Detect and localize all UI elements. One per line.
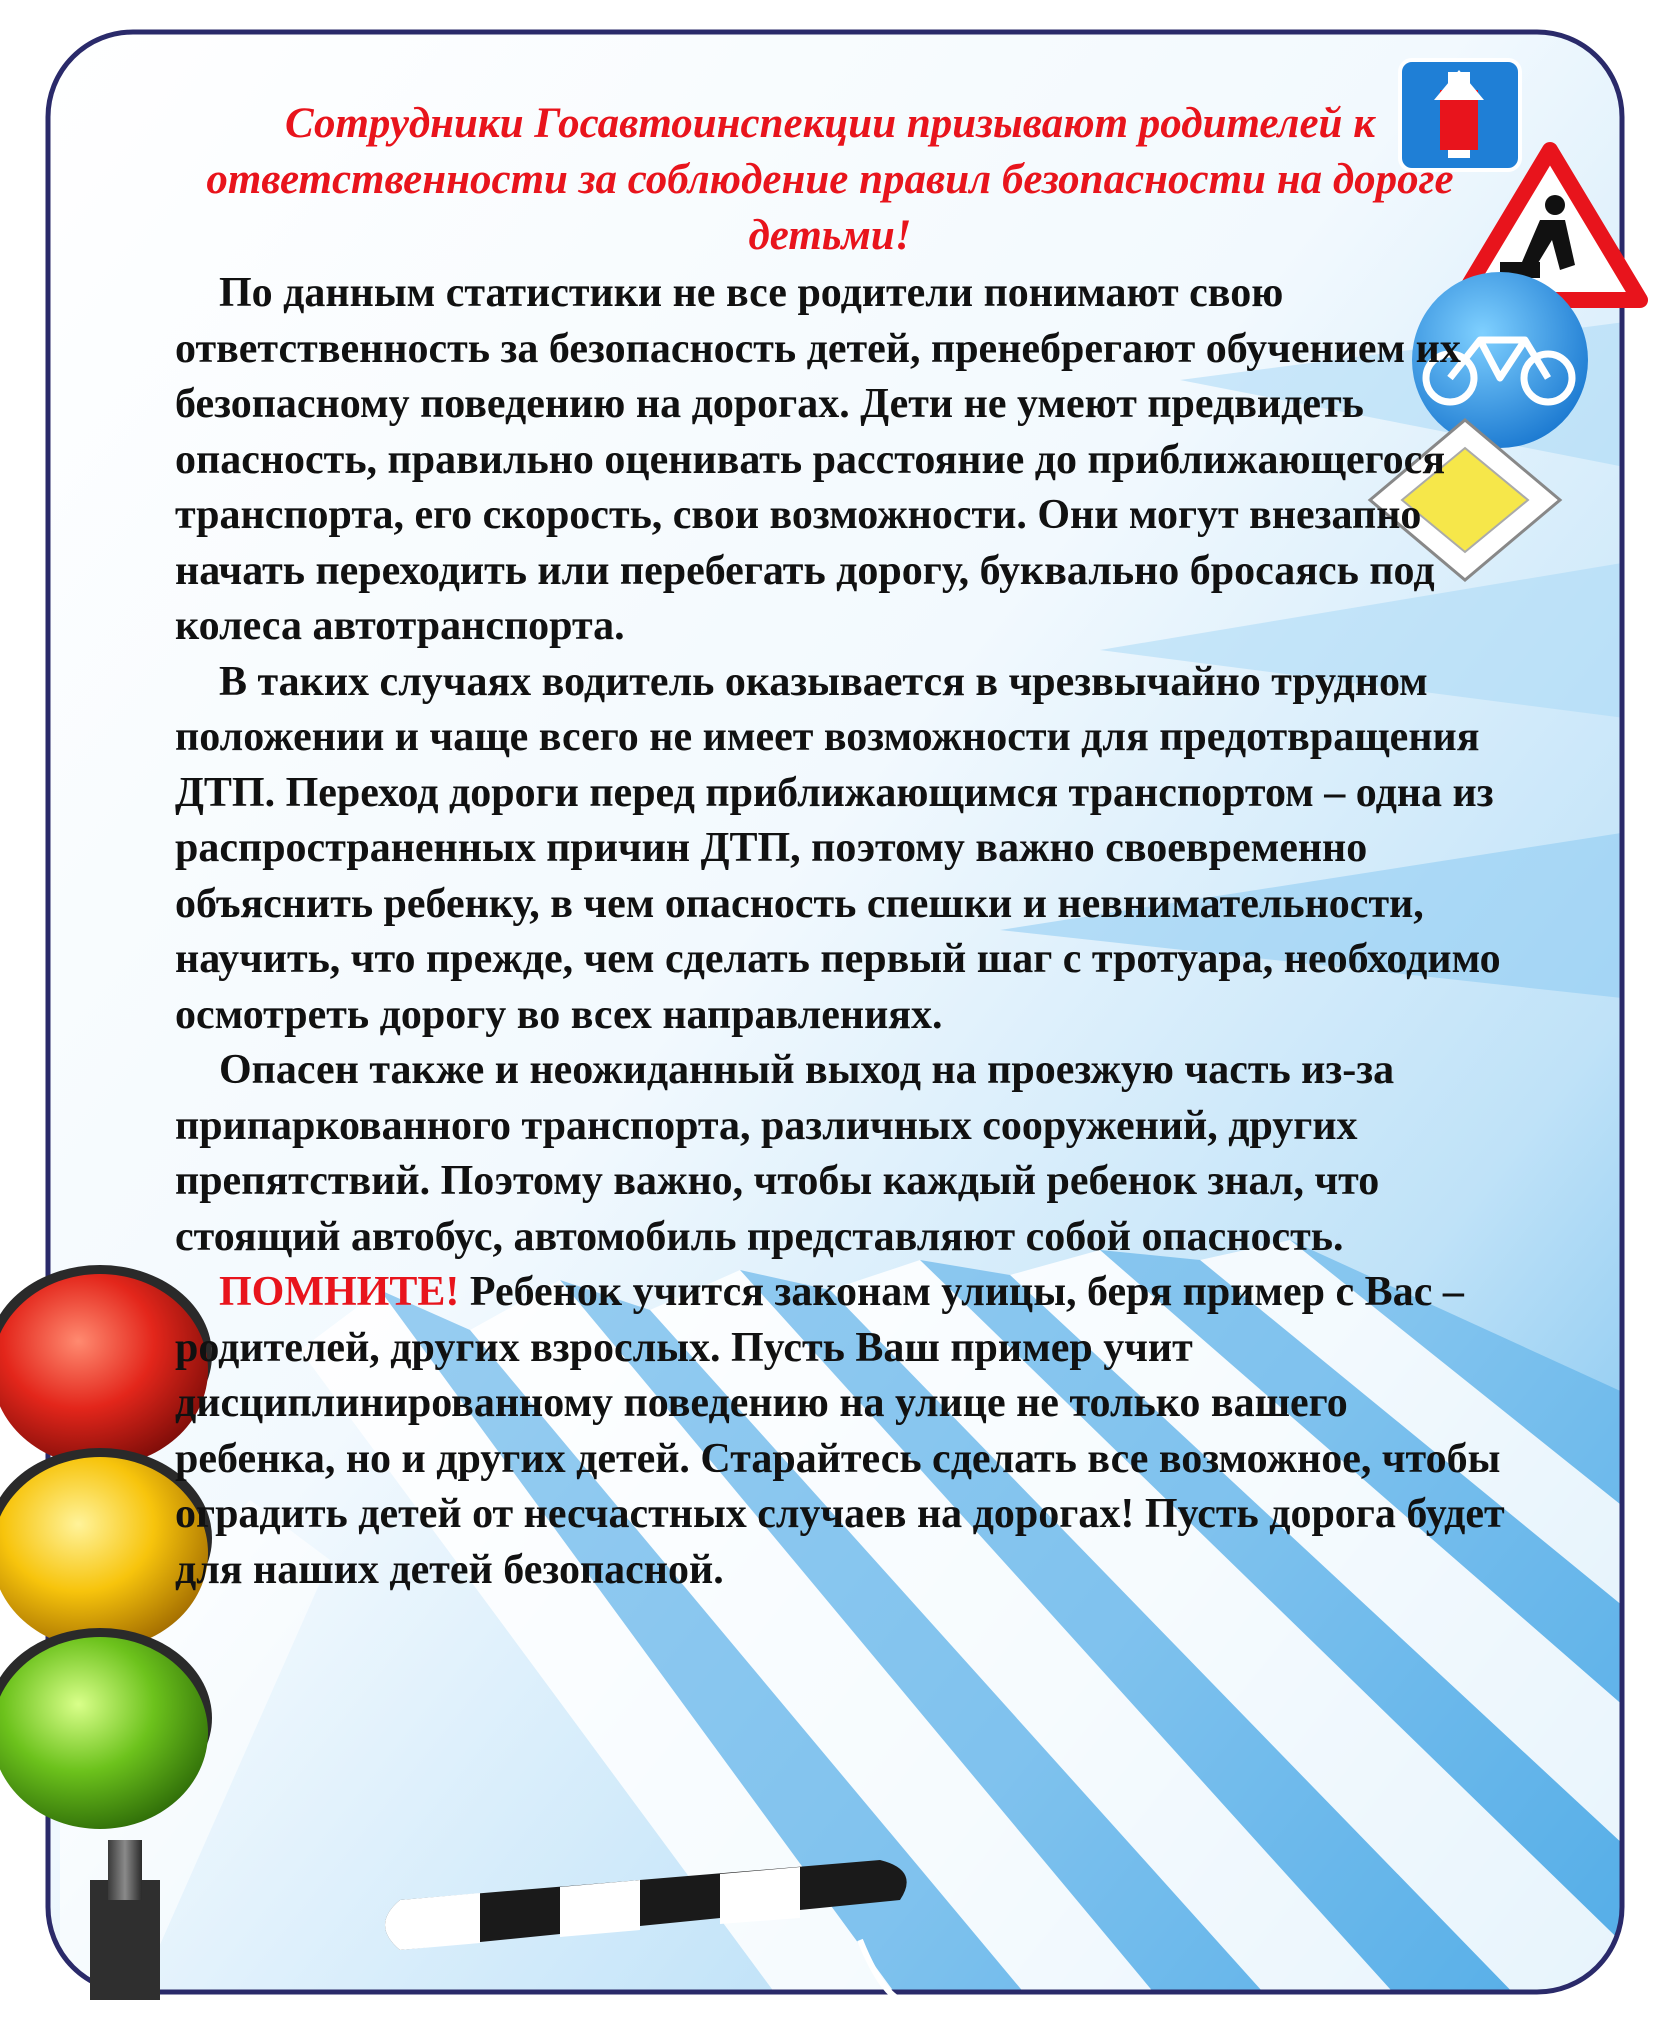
paragraph-parked-vehicles: Опасен также и неожиданный выход на проезжую часть из-за припаркованного транспорта, различных сооружений, других препятствий. Поэтому важно, чтобы каждый ребенок знал, что стоящий автобус, автомобиль представляют собой опасность. <box>175 1047 1395 1260</box>
paragraph-statistics: По данным статистики не все родители понимают свою ответственность за безопасность детей, пренебрегают обучением их безопасному поведению на дорогах. Дети не умеют предвидеть опасность, правильно оценивать расстояние до приближающегося транспорта, его скорость, свои возможности. Они могут внезапно начать переходить или перебегать дорогу, буквально бросаясь под колеса автотранспорта. <box>175 270 1461 649</box>
remember-label: ПОМНИТЕ! <box>219 1269 460 1315</box>
paragraph-driver: В таких случаях водитель оказывается в чрезвычайно трудном положении и чаще всего не имеет возможности для предотвращения ДТП. Переход дороги перед приближающимся транспортом – одна из распространенных причин ДТП, поэтому важно своевременно объяснить ребенку, в чем опасность спешки и невнимательности, научить, что прежде, чем сделать первый шаг с тротуара, необходимо осмотреть дорогу во всех направлениях. <box>175 658 1501 1038</box>
poster-body <box>175 266 1505 1598</box>
paragraph-remember <box>175 1265 1505 1598</box>
poster-title: Сотрудники Госавтоинспекции призывают родителей к ответственности за соблюдение правил безопасности на дороге детьми! <box>206 100 1454 259</box>
remember-text: Ребенок учится законам улицы, беря пример с Вас – родителей, других взрослых. Пусть Ваш пример учит дисциплинированному поведению на улице не только вашего ребенка, но и других детей. Старайтесь сделать все возможное, чтобы оградить детей от несчастных случаев на дорогах! Пусть дорога будет для наших детей безопасной. <box>175 1269 1505 1593</box>
